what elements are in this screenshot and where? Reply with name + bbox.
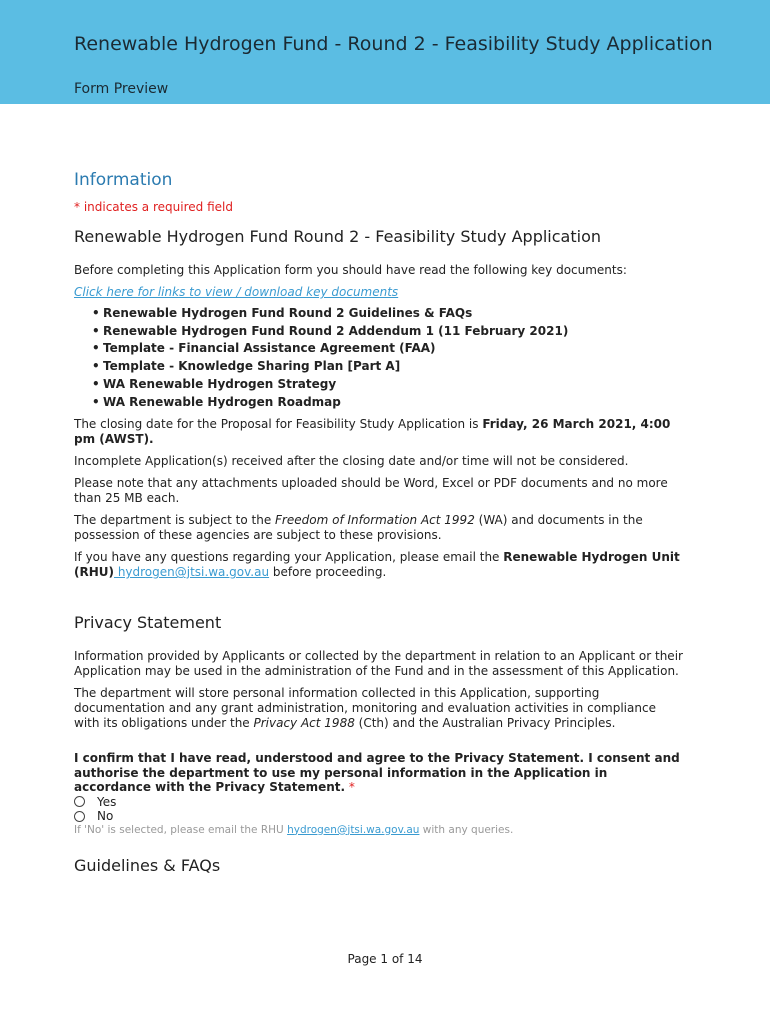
key-documents-list <box>92 305 684 411</box>
form-header <box>0 0 770 104</box>
closing-prefix: The closing date for the Proposal for Feasibility Study Application is <box>74 417 483 432</box>
information-heading: Information <box>74 170 173 190</box>
consent-question-text: I confirm that I have read, understood and agree to the Privacy Statement. I consent and authorise the department to use my personal information in the Application in accordance with the Privacy Statement. <box>74 751 680 795</box>
hint-prefix: If 'No' is selected, please email the RHU <box>74 823 288 836</box>
consent-option-yes[interactable] <box>74 795 684 810</box>
guidelines-heading: Guidelines & FAQs <box>74 855 221 875</box>
document-item: • Template - Financial Assistance Agreement (FAA) <box>92 340 684 358</box>
page-number: Page 1 of 14 <box>347 952 423 966</box>
privacy-para-2-suffix: (Cth) and the Australian Privacy Principles. <box>354 716 616 731</box>
questions-suffix: before proceeding. <box>269 565 387 580</box>
document-item: • Renewable Hydrogen Fund Round 2 Addendum 1 (11 February 2021) <box>92 323 684 341</box>
radio-yes[interactable] <box>74 796 85 807</box>
privacy-heading: Privacy Statement <box>74 613 222 633</box>
questions-prefix: If you have any questions regarding your Application, please email the <box>74 550 504 565</box>
questions-note <box>74 550 684 580</box>
closing-date-text <box>74 417 684 447</box>
required-star: * <box>345 780 355 795</box>
required-field-note: * indicates a required field <box>74 200 233 214</box>
foi-suffix: (WA) and documents in the possession of these agencies are subject to these provisions. <box>74 513 643 543</box>
privacy-para-2-prefix: The department will store personal information collected in this Application, supporting documentation and any grant administration, monitoring and evaluation activities in compliance with its obligations under the <box>74 686 656 731</box>
hint-suffix: with any queries. <box>419 823 514 836</box>
document-item: • Template - Knowledge Sharing Plan [Part A] <box>92 358 684 376</box>
foi-prefix: The department is subject to the <box>74 513 276 528</box>
foi-note <box>74 513 684 543</box>
rhu-email-link[interactable]: hydrogen@jtsi.wa.gov.au <box>114 565 270 580</box>
incomplete-note: Incomplete Application(s) received after the closing date and/or time will not be considered. <box>74 454 629 469</box>
intro-text: Before completing this Application form you should have read the following key documents: <box>74 263 627 277</box>
closing-date: Friday, 26 March 2021, 4:00 pm (AWST). <box>74 417 671 447</box>
document-item: • Renewable Hydrogen Fund Round 2 Guidelines & FAQs <box>92 305 684 323</box>
privacy-para-1: Information provided by Applicants or collected by the department in relation to an Applicant or their Application may be used in the administration of the Fund and in the assessment of this Application. <box>74 649 683 679</box>
consent-option-no[interactable] <box>74 809 684 824</box>
foi-act: Freedom of Information Act 1992 <box>275 513 475 528</box>
option-label-no: No <box>97 809 114 824</box>
privacy-act: Privacy Act 1988 <box>253 716 355 731</box>
form-content <box>74 170 684 875</box>
hint-email-link[interactable]: hydrogen@jtsi.wa.gov.au <box>287 823 420 836</box>
privacy-para-2 <box>74 686 684 731</box>
form-title: Renewable Hydrogen Fund - Round 2 - Feasibility Study Application <box>74 33 713 55</box>
radio-no[interactable] <box>74 811 85 822</box>
option-label-yes: Yes <box>97 794 117 809</box>
application-title: Renewable Hydrogen Fund Round 2 - Feasibility Study Application <box>74 227 601 246</box>
document-item: • WA Renewable Hydrogen Roadmap <box>92 394 684 412</box>
rhu-name: Renewable Hydrogen Unit (RHU) <box>74 550 680 580</box>
attachments-note: Please note that any attachments uploaded should be Word, Excel or PDF documents and no more than 25 MB each. <box>74 476 668 506</box>
form-subtitle: Form Preview <box>74 81 169 97</box>
key-documents-link[interactable]: Click here for links to view / download key documents <box>74 285 399 299</box>
consent-hint <box>74 824 684 836</box>
privacy-consent-question <box>74 751 684 795</box>
document-item: • WA Renewable Hydrogen Strategy <box>92 376 684 394</box>
